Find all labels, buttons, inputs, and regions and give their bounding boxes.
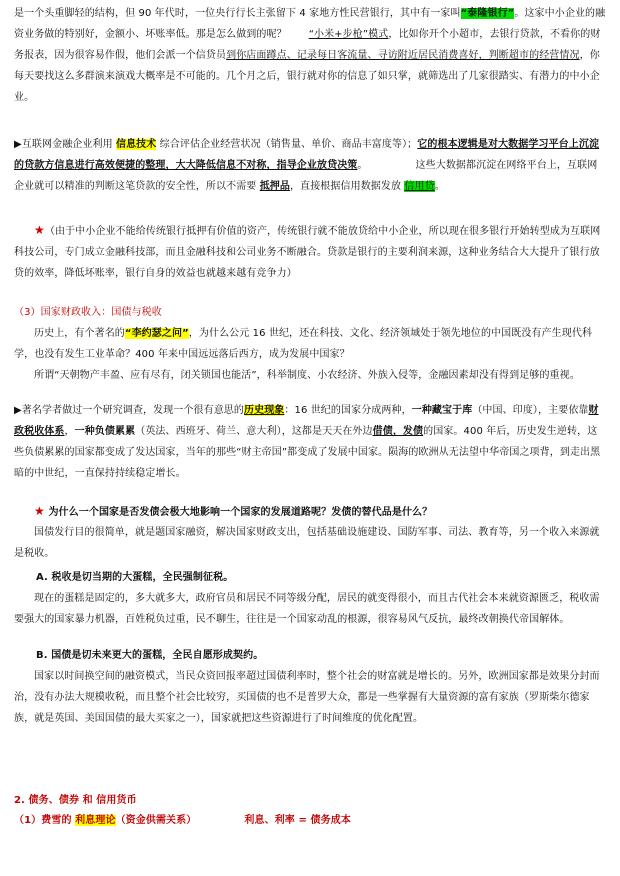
text: ，你每天要找这么多群演来演戏大概率是不可能的。几个月之后，银行就对你的信息了如只掌，就筛选出了几家很踏实、有潜力的中小企业。 xyxy=(14,50,600,103)
text: 。 xyxy=(434,181,445,192)
text: ，为什么公元 16 世纪，还在科技、文化、经济领域处于领先地位的中国既没有产生现代科学，也没有发生工业革命？400 年来中国远远落后西方，成为发展中国家？ xyxy=(14,328,593,360)
paragraph-bond xyxy=(14,666,606,729)
text: ，直接根据信用数据发放 xyxy=(290,181,402,192)
bold-text: 一种藏宝于库 xyxy=(411,405,473,416)
highlight-credit-loan: 信用贷 xyxy=(404,181,435,192)
paragraph-internet-finance xyxy=(14,134,606,197)
heading-text: A. 税收是切当期的大蛋糕，全民强制征税。 xyxy=(36,572,234,583)
bold-underlined-text: 它的根本逻辑是对大数据学习平台上沉淀的贷款方信息进行高效便捷的整理，大大降低信息不对称，指导企业放贷决策 xyxy=(14,139,600,171)
text: 是一个头重脚轻的结构，但 90 年代时，一位央行行长主张留下 4 家地方性民营银行，其中有一家叫 xyxy=(14,8,461,19)
text: （英法、西班牙、荷兰、意大利），这都是天天在外边 xyxy=(135,426,373,437)
text: ▶互联网金融企业利用 xyxy=(14,139,113,150)
text: 。这家中小企业的融资业务做的特别好，金额小、坏账率低。那是怎么做到的呢？ xyxy=(14,8,606,40)
paragraph-historical-phenomenon xyxy=(14,400,606,484)
text: 国家以时间换空间的融资模式，当民众资回报率超过国债利率时，整个社会的财富就是增长的。另外，欧洲国家都是效果分封而治，没有办法大规模收税，而且整个社会比较穷，买国债的也不是普罗大众，都是一些掌握有大量资源的富有家族（罗斯柴尔德家族，就是英国、美国国债的最大买家之一），国家就把这些资源进行了时间维度的优化配置。 xyxy=(14,671,600,724)
bold-underlined-text: 借债，发债 xyxy=(372,426,424,437)
question-line xyxy=(14,501,606,523)
text: 这些大数据都沉淀在网络平台上，互联网企业就可以精准的判断这笔贷款的安全性，所以不需要 xyxy=(14,160,598,192)
formula-text: 利息、利率 = 债务成本 xyxy=(244,815,351,826)
text: 。 xyxy=(357,160,368,171)
text: 历史上，有个著名的 xyxy=(34,328,125,339)
paragraph-bank-transform xyxy=(14,220,606,284)
star-icon: ★ xyxy=(34,223,45,237)
highlight-info-tech: 信息技术 xyxy=(115,139,157,150)
heading-text: B. 国债是切未来更大的蛋糕，全民自愿形成契约。 xyxy=(36,650,264,661)
highlight-historical-phenomenon: 历史现象 xyxy=(244,405,285,416)
text: ， xyxy=(64,426,75,437)
paragraph-reasons xyxy=(14,365,606,386)
paragraph-needham-question xyxy=(14,323,606,365)
text: （资金供需关系） xyxy=(115,815,197,826)
question-text: 为什么一个国家是否发债会极大地影响一个国家的发展道路呢？发债的替代品是什么？ xyxy=(48,507,433,518)
highlight-needham-question: “李约瑟之问” xyxy=(124,328,189,339)
heading-text: （3）国家财政收入：国债与税收 xyxy=(14,307,162,318)
text: ：16 世纪的国家分成两种， xyxy=(284,405,412,416)
text: ，比如你开个小超市，去银行贷款，不看你的财务报表，因为很容易作假，他们会派一个信贷员 xyxy=(14,29,601,61)
highlight-tailong-bank: “泰隆银行” xyxy=(460,8,515,19)
underlined-text: 到你店面蹲点、记录每日客流量、寻访附近居民消费喜好，判断超市的经营情况 xyxy=(226,50,580,61)
heading-tax xyxy=(14,567,620,588)
star-icon: ★ xyxy=(34,504,45,518)
highlight-interest-theory: 利息理论 xyxy=(75,815,116,826)
text: 的国家。400 年后，历史发生逆转，这些负债累累的国家都变成了发达国家，当年的那些“财主帝国”都变成了发展中国家。陨海的欧洲从无法望中华帝国之项背，到走出黑暗的中世纪，一直保持持续稳定增长。 xyxy=(14,426,601,479)
text: （1）费雪的 xyxy=(14,815,72,826)
text: ▶著名学者做过一个研究调查，发现一个很有意思的 xyxy=(14,405,244,416)
bold-text: 一种负债累累 xyxy=(74,426,136,437)
heading-text: 2. 债务、债券 和 信用货币 xyxy=(14,795,137,806)
paragraph-bond-purpose xyxy=(14,522,606,564)
text: 所谓“天朝物产丰盈、应有尽有，闭关锁国也能活”，科举制度、小农经济、外族入侵等，金融因素却没有得到足够的重视。 xyxy=(34,370,580,381)
section-heading-national-revenue xyxy=(14,302,606,323)
paragraph-tailong-bank xyxy=(14,3,606,108)
heading-bond xyxy=(14,645,620,666)
bold-underlined-text: 财政税收体系 xyxy=(14,405,599,437)
text: 综合评估企业经营状况（销售量、单价、商品丰富度等）； xyxy=(159,139,418,150)
text: （由于中小企业不能给传统银行抵押有价值的资产，传统银行就不能放贷给中小企业，所以现在很多银行开始转型成为互联网科技公司，专门成立金融科技部，而且金融科技和公司业务不断融合。贷款是银行的主要利润来源，这种业务结合大大提升了银行放贷的效率，降低坏账率，银行自身的效益也就越来越有竞争力） xyxy=(14,226,601,279)
text: （中国、印度），主要依靠 xyxy=(472,405,589,416)
section-heading-debt xyxy=(14,790,606,811)
subheading-interest-theory xyxy=(14,810,606,831)
text: 国债发行目的很简单，就是题国家融资，解决国家财政支出，包括基础设施建设、国防军事、司法、教育等，另一个收入来源就是税收。 xyxy=(14,527,600,559)
text: 现在的蛋糕是固定的，多大就多大，政府官员和居民不同等级分配，居民的就变得很小，而且古代社会本来就资源匮乏，税收需要强大的国家暴力机器，百姓税负过重，民不聊生，往往是一个国家动乱的根源，很容易风气反抗，最终改朝换代帝国解体。 xyxy=(14,593,600,625)
paragraph-tax xyxy=(14,588,606,630)
underlined-collateral: 抵押品 xyxy=(259,181,290,192)
underlined-model: “小米+步枪”模式 xyxy=(308,29,389,40)
